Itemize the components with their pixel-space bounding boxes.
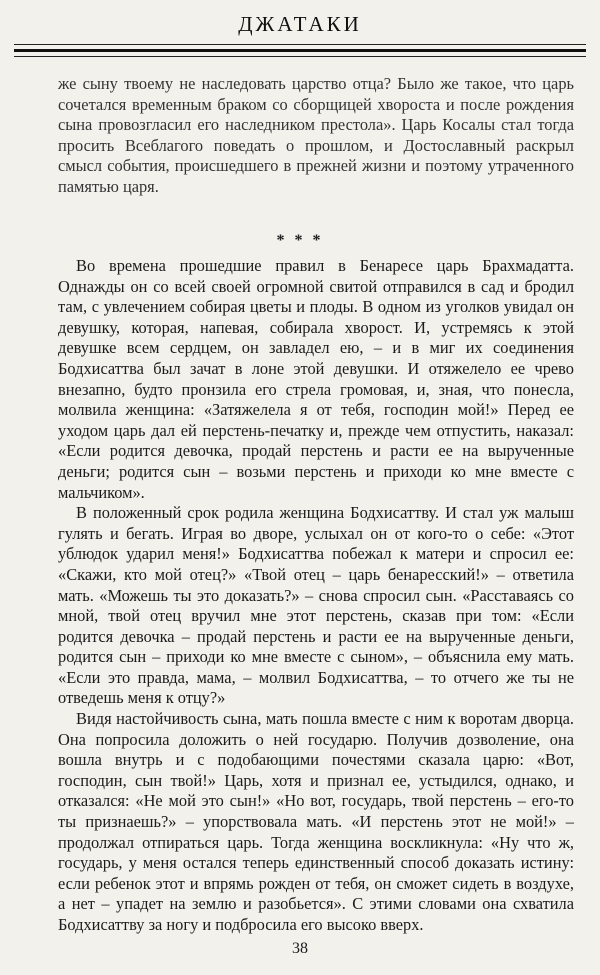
lead-text-block [58, 74, 574, 198]
paragraph-1: Во времена прошедшие правил в Бенаресе царь Брахмадатта. Однажды он со всей своей огромной свитой отправился в сад и бродил там, с увлечением собирая цветы и плоды. В одном из уголков увидал он девушку, которая, напевая, собирала хворост. И, устремясь к этой девушке всем сердцем, он завладел ею, – и в миг их соединения Бодхисаттва был зачат в лоне этой девушки. И отяжелело ее чрево внезапно, будто пронзила его стрела громовая, и, зная, что понесла, молвила женщина: «Затяжелела я от тебя, господин мой!» Перед ее уходом царь дал ей перстень-печатку и, прежде чем отпустить, наказал: «Если родится девочка, продай перстень и расти ее на вырученные деньги; родится сын – возьми перстень и приходи ко мне вместе с мальчиком». [58, 256, 574, 502]
header-rule-top [14, 44, 586, 45]
paragraph-3: Видя настойчивость сына, мать пошла вместе с ним к воротам дворца. Она попросила доложить о ней государю. Получив дозволение, она вошла внутрь и с подобающими почестями сказала царю: «Вот, господин, сын твой!» Царь, хотя и признал ее, устыдился, однако, и отказался: «Не мой это сын!» «Но вот, государь, твой перстень – его-то ты признаешь?» – упорствовала мать. «И перстень этот не мой!» – продолжал отпираться царь. Тогда женщина воскликнула: «Ну что ж, государь, у меня остался теперь единственный способ доказать истину: если ребенок этот и впрямь рожден от тебя, он сможет сидеть в воздухе, а нет – упадет на землю и разобьется». С этими словами она схватила Бодхисаттву за ногу и подбросила его высоко вверх. [58, 709, 574, 934]
section-separator: * * * [276, 232, 324, 249]
body-text-block [58, 256, 574, 936]
header-rule-thick [14, 49, 586, 52]
header-rule-bottom [14, 56, 586, 57]
paragraph-2: В положенный срок родила женщина Бодхисаттву. И стал уж малыш гулять и бегать. Играя во дворе, услыхал он от кого-то о себе: «Этот ублюдок ударил меня!» Бодхисаттва побежал к матери и спросил ее: «Скажи, кто мой отец?» «Твой отец – царь бенаресский!» – ответила мать. «Можешь ты это доказать?» – снова спросил сын. «Расставаясь со мной, твой отец вручил мне этот перстень, сказав при том: «Если родится девочка – продай перстень и расти ее на вырученные деньги, родится сын – приходи ко мне вместе с сыном», – объяснила ему мать. «Если это правда, мама, – молвил Бодхисаттва, – то отчего же ты не отведешь меня к отцу?» [58, 503, 574, 708]
lead-paragraph: же сыну твоему не наследовать царство отца? Было же такое, что царь сочетался временным браком со сборщицей хвороста и после рождения сына провозгласил его наследником престола». Царь Косалы стал тогда просить Всеблагого поведать о прошлом, и Достославный раскрыл смысл события, происшедшего в прежней жизни и поэтому утраченного памятью царя. [58, 74, 574, 196]
running-header: ДЖАТАКИ [238, 12, 362, 36]
page-number: 38 [292, 940, 308, 957]
